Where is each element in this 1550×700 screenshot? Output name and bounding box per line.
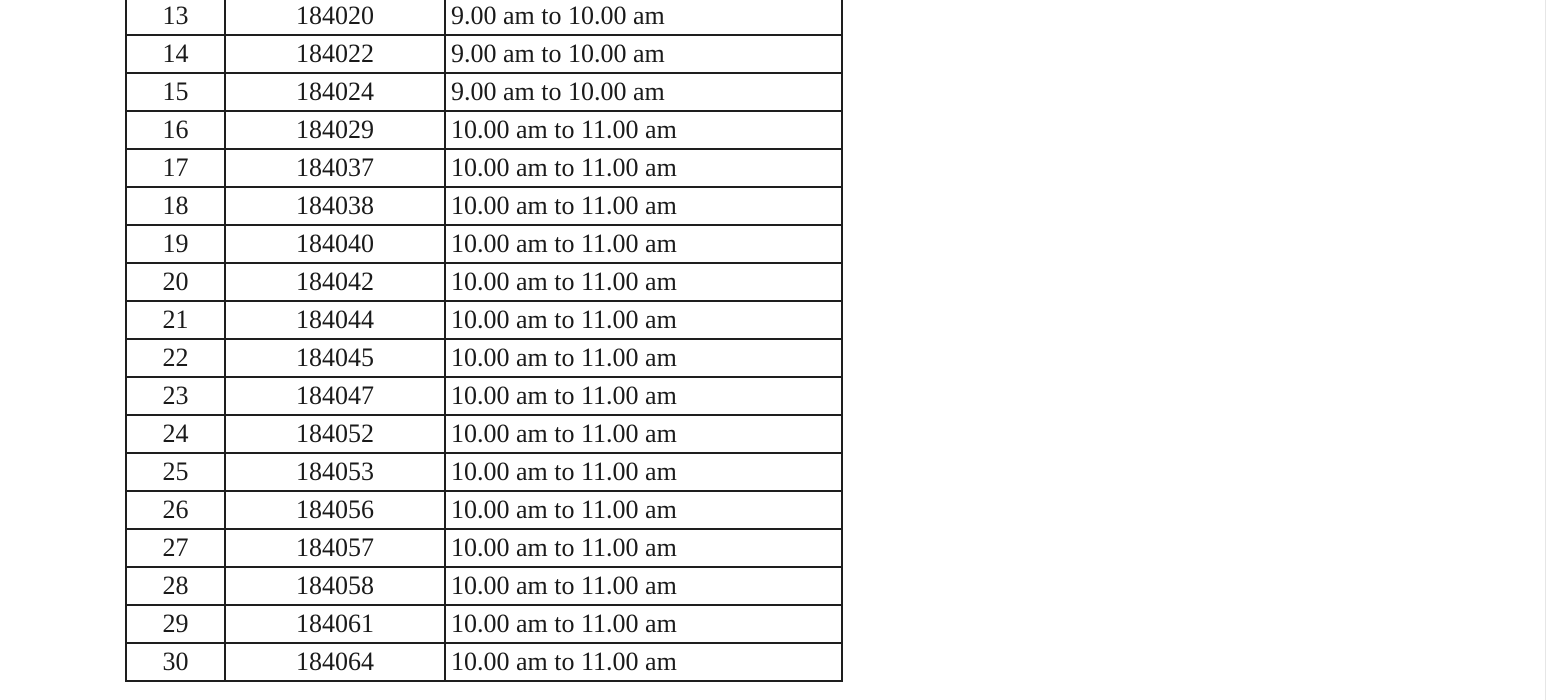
serial-number-cell: 15 (126, 73, 225, 111)
table-row (126, 415, 842, 453)
table-row (126, 187, 842, 225)
table-row (126, 491, 842, 529)
table-row (126, 567, 842, 605)
roll-number-cell: 184064 (225, 643, 445, 681)
serial-number-cell: 19 (126, 225, 225, 263)
roll-number-cell: 184057 (225, 529, 445, 567)
serial-number-cell: 14 (126, 35, 225, 73)
roll-number-cell: 184020 (225, 0, 445, 35)
roll-number-cell: 184061 (225, 605, 445, 643)
schedule-table-body (126, 0, 842, 681)
table-row (126, 301, 842, 339)
serial-number-cell: 24 (126, 415, 225, 453)
table-row (126, 111, 842, 149)
time-slot-cell: 10.00 am to 11.00 am (445, 377, 842, 415)
roll-number-cell: 184037 (225, 149, 445, 187)
roll-number-cell: 184045 (225, 339, 445, 377)
serial-number-cell: 16 (126, 111, 225, 149)
time-slot-cell: 10.00 am to 11.00 am (445, 149, 842, 187)
time-slot-cell: 10.00 am to 11.00 am (445, 567, 842, 605)
roll-number-cell: 184024 (225, 73, 445, 111)
serial-number-cell: 22 (126, 339, 225, 377)
serial-number-cell: 30 (126, 643, 225, 681)
roll-number-cell: 184029 (225, 111, 445, 149)
roll-number-cell: 184056 (225, 491, 445, 529)
time-slot-cell: 10.00 am to 11.00 am (445, 301, 842, 339)
table-row (126, 35, 842, 73)
time-slot-cell: 10.00 am to 11.00 am (445, 111, 842, 149)
time-slot-cell: 10.00 am to 11.00 am (445, 643, 842, 681)
table-row (126, 0, 842, 35)
serial-number-cell: 25 (126, 453, 225, 491)
roll-number-cell: 184038 (225, 187, 445, 225)
serial-number-cell: 20 (126, 263, 225, 301)
serial-number-cell: 17 (126, 149, 225, 187)
time-slot-cell: 9.00 am to 10.00 am (445, 0, 842, 35)
serial-number-cell: 13 (126, 0, 225, 35)
schedule-table (125, 0, 843, 682)
time-slot-cell: 10.00 am to 11.00 am (445, 605, 842, 643)
serial-number-cell: 21 (126, 301, 225, 339)
serial-number-cell: 26 (126, 491, 225, 529)
roll-number-cell: 184044 (225, 301, 445, 339)
page-edge-divider (1545, 0, 1546, 700)
table-row (126, 643, 842, 681)
time-slot-cell: 10.00 am to 11.00 am (445, 187, 842, 225)
roll-number-cell: 184058 (225, 567, 445, 605)
time-slot-cell: 10.00 am to 11.00 am (445, 225, 842, 263)
time-slot-cell: 9.00 am to 10.00 am (445, 73, 842, 111)
time-slot-cell: 10.00 am to 11.00 am (445, 339, 842, 377)
serial-number-cell: 28 (126, 567, 225, 605)
table-row (126, 529, 842, 567)
table-row (126, 339, 842, 377)
time-slot-cell: 10.00 am to 11.00 am (445, 263, 842, 301)
table-row (126, 377, 842, 415)
roll-number-cell: 184053 (225, 453, 445, 491)
time-slot-cell: 10.00 am to 11.00 am (445, 453, 842, 491)
table-row (126, 225, 842, 263)
table-row (126, 149, 842, 187)
table-row (126, 73, 842, 111)
table-row (126, 263, 842, 301)
roll-number-cell: 184022 (225, 35, 445, 73)
roll-number-cell: 184052 (225, 415, 445, 453)
time-slot-cell: 9.00 am to 10.00 am (445, 35, 842, 73)
time-slot-cell: 10.00 am to 11.00 am (445, 415, 842, 453)
serial-number-cell: 27 (126, 529, 225, 567)
roll-number-cell: 184042 (225, 263, 445, 301)
serial-number-cell: 23 (126, 377, 225, 415)
roll-number-cell: 184047 (225, 377, 445, 415)
table-row (126, 605, 842, 643)
time-slot-cell: 10.00 am to 11.00 am (445, 529, 842, 567)
serial-number-cell: 18 (126, 187, 225, 225)
roll-number-cell: 184040 (225, 225, 445, 263)
serial-number-cell: 29 (126, 605, 225, 643)
table-row (126, 453, 842, 491)
time-slot-cell: 10.00 am to 11.00 am (445, 491, 842, 529)
